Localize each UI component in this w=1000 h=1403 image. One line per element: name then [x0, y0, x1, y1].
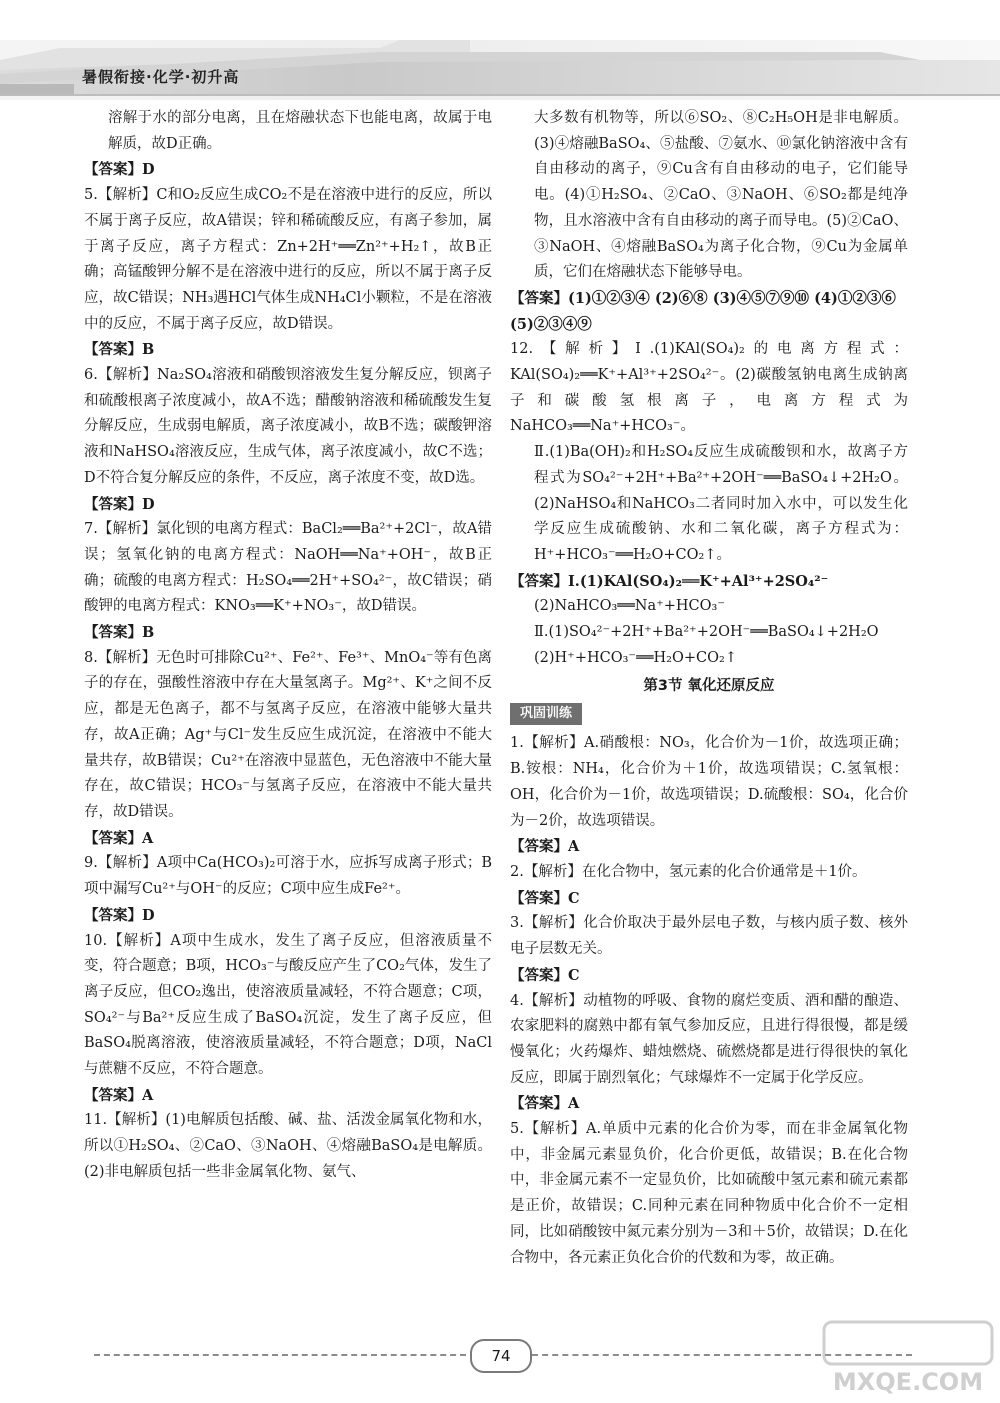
answer-line: 【答案】D — [84, 906, 155, 924]
solution-paragraph: 8.【解析】无色时可排除Cu²⁺、Fe²⁺、Fe³⁺、MnO₄⁻等有色离子的存在，强酸性溶液中存在大量氢离子。Mg²⁺、K⁺之间不反应，都是无色离子，都不与氢离子反应，在溶液中能够大量共存，故A正确；Ag⁺与Cl⁻发生反应生成沉淀，在溶液中不能大量共存，故B错误；Cu²⁺在溶液中显蓝色，无色溶液中不能大量存在，故C错误；HCO₃⁻与氢离子反应，在溶液中不能大量共存，故D错误。 — [84, 649, 492, 820]
answer-line: 【答案】A — [510, 838, 580, 856]
solution-paragraph: 12.【解析】Ⅰ.(1)KAl(SO₄)₂的电离方程式：KAl(SO₄)₂══K⁺+Al³⁺+2SO₄²⁻。(2)碳酸氢钠电离生成钠离子和碳酸氢根离子，电离方程式为NaHCO₃══Na⁺+HCO₃⁻。 — [510, 341, 908, 435]
solution-paragraph: 5.【解析】A.单质中元素的化合价为零，而在非金属氧化物中，非金属元素显负价，化合价更低，故错误；B.在化合物中，非金属元素不一定显负价，比如硫酸中氢元素和硫元素都是正价，故错误；C.同种元素在同种物质中化合价不一定相同，比如硝酸铵中氮元素分别为－3和＋5价，故错误；D.在化合物中，各元素正负化合价的代数和为零，故正确。 — [510, 1121, 908, 1266]
answer-line: 【答案】B — [84, 624, 155, 642]
section-tag: 巩固训练 — [510, 703, 582, 725]
answer-line: 【答案】Ⅰ.(1)KAl(SO₄)₂══K⁺+Al³⁺+2SO₄²⁻ — [510, 572, 829, 590]
answer-line: 【答案】D — [84, 161, 155, 179]
watermark-logo — [822, 1318, 997, 1398]
solution-paragraph: 6.【解析】Na₂SO₄溶液和硝酸钡溶液发生复分解反应，钡离子和硫酸根离子浓度减小，故A不选；醋酸钠溶液和稀硫酸发生复分解反应，生成弱电解质，离子浓度减小，故B不选；碳酸钾溶液和NaHSO₄溶液反应，生成气体，离子浓度减小，故C不选；D不符合复分解反应的条件，不反应，离子浓度不变，故D选。 — [84, 367, 492, 486]
footer-line-left — [94, 1354, 466, 1356]
solution-paragraph: 大多数有机物等，所以⑥SO₂、⑧C₂H₅OH是非电解质。(3)④熔融BaSO₄、⑤盐酸、⑦氨水、⑩氯化钠溶液中含有自由移动的离子，⑨Cu含有自由移动的电子，它们能导电。(4)①H₂SO₄、②CaO、③NaOH、⑥SO₂都是纯净物，且水溶液中含有自由移动的离子而导电。(5)②CaO、③NaOH、④熔融BaSO₄为离子化合物，⑨Cu为金属单质，它们在熔融状态下能够导电。 — [534, 110, 908, 281]
watermark-text: MXQE.COM — [832, 1368, 984, 1396]
right-column — [510, 106, 908, 1271]
answer-line: 【答案】A — [84, 829, 154, 847]
answer-line: 【答案】A — [84, 1086, 154, 1104]
solution-paragraph: 11.【解析】(1)电解质包括酸、碱、盐、活泼金属氧化物和水，所以①H₂SO₄、②CaO、③NaOH、④熔融BaSO₄是电解质。(2)非电解质包括一些非金属氧化物、氨气、 — [84, 1112, 492, 1180]
solution-paragraph: 7.【解析】氯化钡的电离方程式：BaCl₂══Ba²⁺+2Cl⁻，故A错误；氢氧化钠的电离方程式：NaOH══Na⁺+OH⁻，故B正确；硫酸的电离方程式：H₂SO₄══2H⁺+SO₄²⁻，故C错误；硝酸钾的电离方程式：KNO₃══K⁺+NO₃⁻，故D错误。 — [84, 521, 492, 615]
answer-line: 【答案】C — [510, 966, 580, 984]
answer-line: 【答案】A — [510, 1095, 580, 1113]
solution-paragraph: 4.【解析】动植物的呼吸、食物的腐烂变质、酒和醋的酿造、农家肥料的腐熟中都有氧气参加反应，且进行得很慢，都是缓慢氧化；火药爆炸、蜡烛燃烧、硫燃烧都是进行得很快的氧化反应，即属于剧烈氧化；气球爆炸不一定属于化学反应。 — [510, 992, 908, 1086]
answer-line: 【答案】(1)①②③④ (2)⑥⑧ (3)④⑤⑦⑨⑩ (4)①②③⑥ (5)②③④⑨ — [510, 289, 896, 333]
header-title: 暑假衔接·化学·初升高 — [82, 68, 240, 86]
left-column — [84, 106, 492, 1186]
answer-line: 【答案】B — [84, 341, 155, 359]
solution-paragraph: 3.【解析】化合价取决于最外层电子数，与核内质子数、核外电子层数无关。 — [510, 915, 908, 958]
solution-paragraph: (2)H⁺+HCO₃⁻══H₂O+CO₂↑ — [534, 649, 737, 666]
solution-paragraph: Ⅱ.(1)Ba(OH)₂和H₂SO₄反应生成硫酸钡和水，故离子方程式为SO₄²⁻+2H⁺+Ba²⁺+2OH⁻══BaSO₄↓+2H₂O。(2)NaHSO₄和NaHCO₃二者同时加入水中，可以发生化学反应生成硫酸钠、水和二氧化碳，离子方程式为：H⁺+HCO₃⁻══H₂O+CO₂↑。 — [534, 444, 908, 563]
solution-paragraph: 10.【解析】A项中生成水，发生了离子反应，但溶液质量不变，符合题意；B项，HCO₃⁻与酸反应产生了CO₂气体，发生了离子反应，但CO₂逸出，使溶液质量减轻，不符合题意；C项，SO₄²⁻与Ba²⁺反应生成了BaSO₄沉淀，发生了离子反应，但BaSO₄脱离溶液，使溶液质量减轻，不符合题意；D项，NaCl与蔗糖不反应，不符合题意。 — [84, 932, 492, 1078]
solution-paragraph: (2)NaHCO₃══Na⁺+HCO₃⁻ — [534, 598, 725, 615]
solution-paragraph: 5.【解析】C和O₂反应生成CO₂不是在溶液中进行的反应，所以不属于离子反应，故A错误；锌和稀硫酸反应，有离子参加，属于离子反应，离子方程式：Zn+2H⁺══Zn²⁺+H₂↑，故B正确；高锰酸钾分解不是在溶液中进行的反应，所以不属于离子反应，故C错误；NH₃遇HCl气体生成NH₄Cl小颗粒，不是在溶液中的反应，不属于离子反应，故D错误。 — [84, 187, 492, 332]
solution-paragraph: Ⅱ.(1)SO₄²⁻+2H⁺+Ba²⁺+2OH⁻══BaSO₄↓+2H₂O — [534, 624, 879, 641]
solution-paragraph: 1.【解析】A.硝酸根：NO₃，化合价为－1价，故选项正确；B.铵根：NH₄，化合价为＋1价，故选项错误；C.氢氧根：OH，化合价为－1价，故选项错误；D.硫酸根：SO₄，化合价为－2价，故选项错误。 — [510, 735, 908, 829]
solution-paragraph: 溶解于水的部分电离，且在熔融状态下也能电离，故属于电解质，故D正确。 — [108, 110, 492, 152]
section-tag-row — [510, 701, 908, 731]
answer-line: 【答案】D — [84, 495, 155, 513]
solution-paragraph: 2.【解析】在化合物中，氢元素的化合价通常是＋1价。 — [510, 863, 867, 880]
answer-line: 【答案】C — [510, 889, 580, 907]
solution-paragraph: 9.【解析】A项中Ca(HCO₃)₂可溶于水，应拆写成离子形式；B项中漏写Cu²⁺与OH⁻的反应；C项中应生成Fe²⁺。 — [84, 855, 492, 898]
section-title: 第3节 氧化还原反应 — [643, 678, 775, 695]
page-number: 74 — [470, 1339, 532, 1373]
